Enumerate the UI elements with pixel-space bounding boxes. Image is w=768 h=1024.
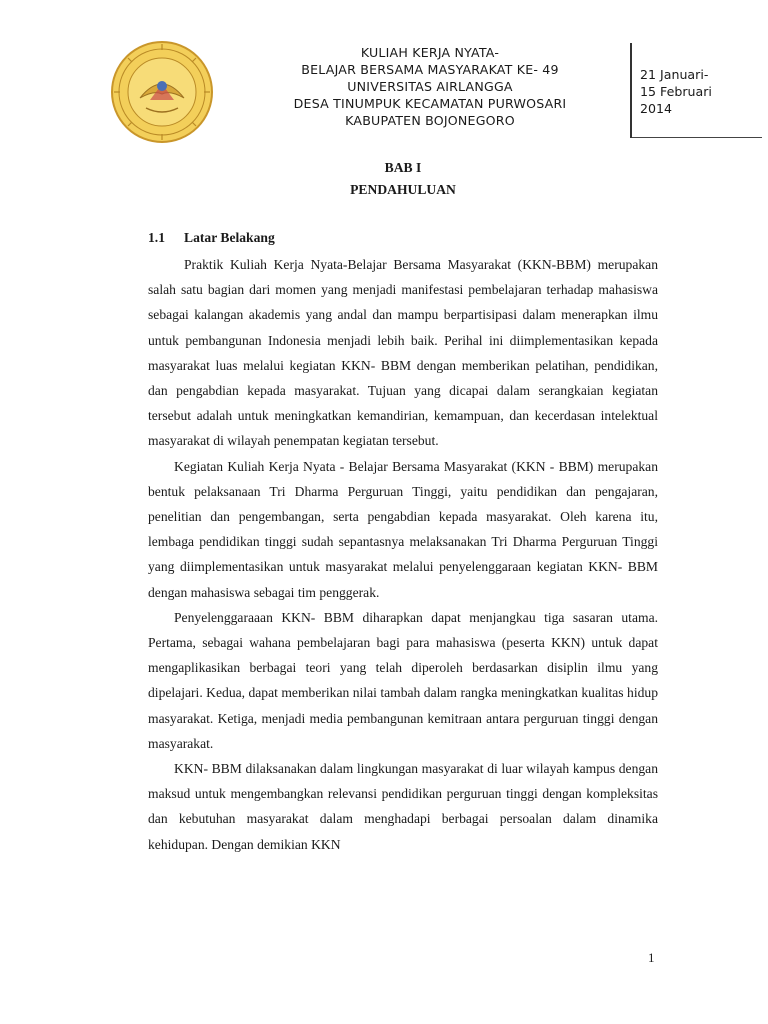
- chapter-subtitle: PENDAHULUAN: [350, 182, 456, 197]
- paragraph: Kegiatan Kuliah Kerja Nyata - Belajar Bersama Masyarakat (KKN - BBM) merupakan bentuk pelaksanaan Tri Dharma Perguruan Tinggi, yaitu pendidikan dan pengajaran, penelitian dan pengembangan, serta pengabdian kepada masyarakat. Oleh karena itu, lembaga pendidikan tinggi sudah sepantasnya melaksanakan Tri Dharma Perguruan Tinggi yang diimplementasikan untuk masyarakat melalui penyelenggaraan kegiatan KKN- BBM dengan mahasiswa sebagai tim penggerak.: [148, 458, 658, 600]
- header-divider: [630, 43, 632, 138]
- header-line: BELAJAR BERSAMA MASYARAKAT KE- 49: [301, 62, 559, 77]
- section-title: Latar Belakang: [184, 230, 275, 245]
- section-number: 1.1: [148, 230, 165, 245]
- header-line: KABUPATEN BOJONEGORO: [345, 113, 515, 128]
- paragraph: Penyelenggaraaan KKN- BBM diharapkan dapat menjangkau tiga sasaran utama. Pertama, sebagai wahana pembelajaran bagi para mahasiswa (peserta KKN) untuk dapat mengaplikasikan berbagai teori yang telah diperoleh berdasarkan disiplin ilmu yang dipelajari. Kedua, dapat memberikan nilai tambah dalam rangka meningkatkan kualitas hidup masyarakat. Ketiga, menjadi media pembangunan kemitraan antara perguruan tinggi dengan masyarakat.: [148, 609, 658, 751]
- date-line: 15 Februari: [640, 84, 712, 99]
- paragraph: KKN- BBM dilaksanakan dalam lingkungan masyarakat di luar wilayah kampus dengan maksud untuk mengembangkan relevansi pendidikan perguruan tinggi dengan kompleksitas dan kebutuhan masyarakat dalam menghadapi berbagai persoalan dalam dinamika kehidupan. Dengan demikian KKN: [148, 761, 658, 852]
- university-seal-icon: [110, 40, 214, 144]
- header-line: KULIAH KERJA NYATA-: [360, 45, 500, 60]
- body-text: [148, 252, 658, 857]
- section-heading: [148, 230, 275, 246]
- chapter-title: BAB I: [384, 160, 422, 175]
- header-underline: [632, 137, 762, 138]
- page-number: 1: [648, 950, 655, 965]
- document-header: [240, 44, 620, 129]
- date-line: 21 Januari-: [640, 67, 709, 82]
- header-line: DESA TINUMPUK KECAMATAN PURWOSARI: [293, 96, 567, 111]
- date-line: 2014: [640, 101, 673, 116]
- date-range: [640, 66, 712, 117]
- header-line: UNIVERSITAS AIRLANGGA: [347, 79, 513, 94]
- paragraph: Praktik Kuliah Kerja Nyata-Belajar Bersama Masyarakat (KKN-BBM) merupakan salah satu bagian dari momen yang menjadi manifestasi pembelajaran terhadap mahasiswa sebagai kalangan akademis yang andal dan mampu berpartisipasi dalam menerapkan ilmu untuk pembangunan Indonesia menjadi lebih baik. Perihal ini diimplementasikan kepada masyarakat luas melalui kegiatan KKN- BBM dengan memberikan pelatihan, pendidikan, dan pengabdian kepada masyarakat. Tujuan yang dicapai dalam serangkaian kegiatan tersebut adalah untuk meningkatkan kemandirian, kemampuan, dan kecerdasan intelektual masyarakat di wilayah penempatan kegiatan tersebut.: [148, 257, 658, 449]
